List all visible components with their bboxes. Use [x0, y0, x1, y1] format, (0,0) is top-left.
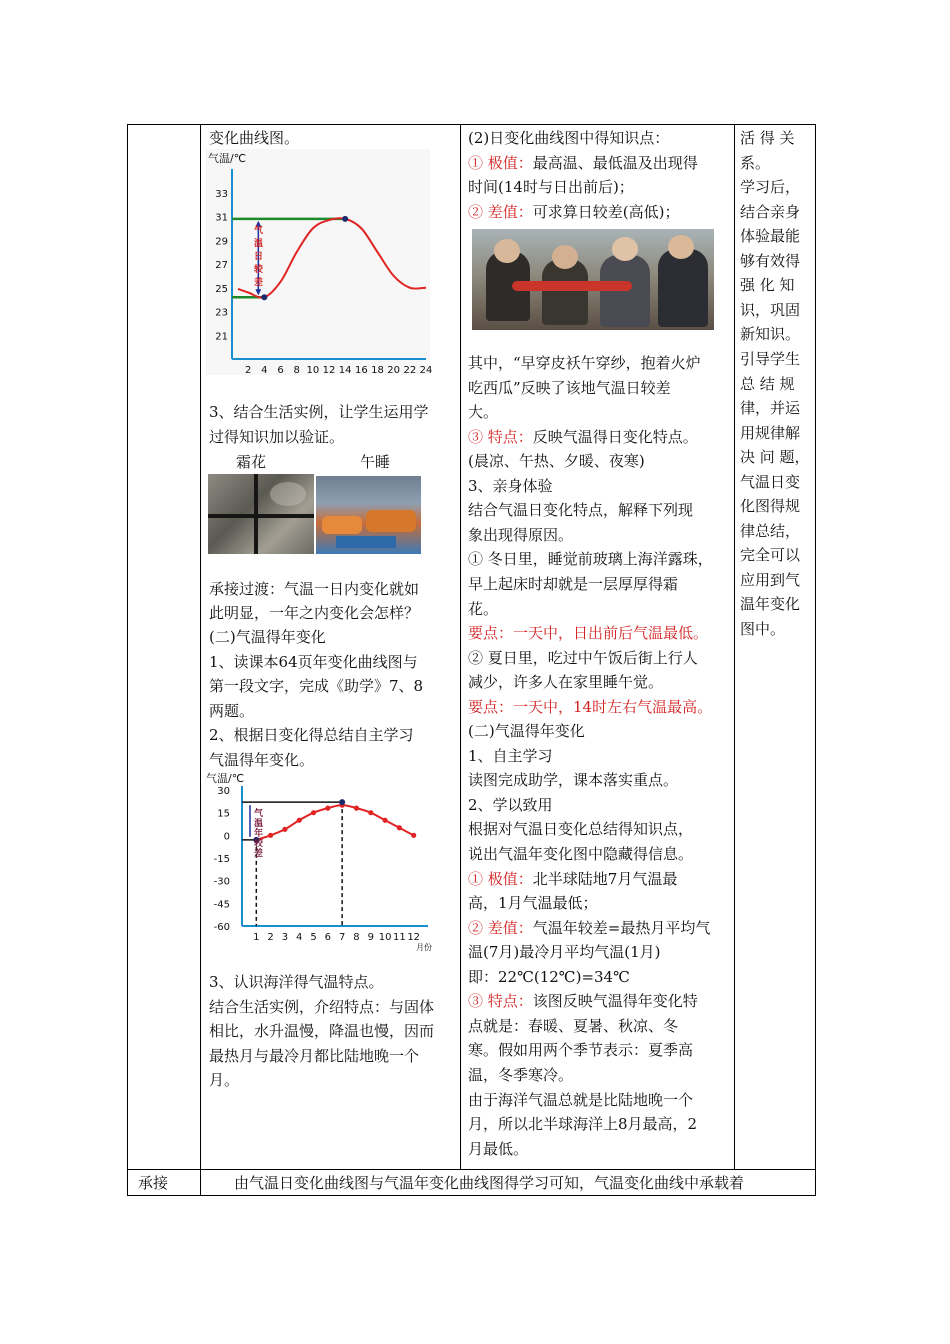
- line-text: 其中，“早穿皮袄午穿纱，抱着火炉: [468, 354, 701, 372]
- col4-line-14: 气温日变: [740, 472, 801, 491]
- chart2-series-line: [256, 805, 413, 840]
- col3-b-line-25: [468, 965, 630, 990]
- chart1-xtick-label: 4: [261, 365, 268, 376]
- col2-line-c4: 月。: [209, 1071, 240, 1089]
- col3-b-line-27: [468, 1014, 678, 1039]
- chart2-xtick-label: 10: [378, 932, 392, 943]
- table-border-right: [815, 124, 816, 1195]
- nap-photo: [316, 476, 421, 554]
- chart2-xtick-label: 9: [367, 932, 374, 943]
- col3-b-line-8: [468, 547, 713, 572]
- col4-line-2: 学习后，: [740, 178, 801, 197]
- col3-b-line-10: [468, 597, 498, 622]
- chart2-ytick-label: 0: [223, 831, 230, 843]
- col4-line-1: 系。: [740, 153, 771, 172]
- col4-line-11: 律，并运: [740, 399, 801, 418]
- vertical-label-char: 差: [254, 277, 264, 288]
- chart2-ytick-label: -15: [213, 854, 230, 865]
- col3-b-line-1: [468, 376, 671, 401]
- chart2-xtick-label: 6: [324, 932, 332, 943]
- col3-a-line-1: [468, 151, 698, 176]
- line-text: 3、亲身体验: [468, 476, 553, 495]
- highlight-label: ③ 特点：: [468, 992, 533, 1011]
- elders-eating-photo: [472, 229, 714, 330]
- col4-line-4: 体验最能: [740, 227, 801, 246]
- chart2-ytick-label: 30: [217, 786, 230, 797]
- col2-line-a1: 过得知识加以验证。: [209, 428, 345, 446]
- col3-b-line-32: [468, 1137, 528, 1162]
- line-text: 即：22℃(12℃)=34℃: [468, 967, 630, 986]
- line-text: 温(7月)最冷月平均气温(1月): [468, 943, 661, 962]
- chart1-max-point: [342, 216, 348, 222]
- col4-line-10: 总 结 规: [740, 374, 795, 393]
- vertical-label-char: 差: [254, 849, 264, 860]
- chart2-data-point: [311, 810, 316, 815]
- chart2-data-point: [368, 810, 373, 815]
- vertical-label-char: 年: [254, 829, 264, 840]
- line-text: 大。: [468, 403, 499, 422]
- line-text: 1、自主学习: [468, 746, 553, 765]
- chart2-data-point: [411, 833, 416, 838]
- frost-photo: [208, 474, 314, 554]
- chart2-ytick-label: -45: [213, 899, 230, 911]
- chart2-xtick-label: 12: [407, 932, 421, 943]
- line-text: 减少，许多人在家里睡午觉。: [468, 673, 664, 692]
- col3-a-line-3: [468, 200, 680, 225]
- col3-b-line-0: [468, 351, 701, 376]
- col2-line-a0: 3、结合生活实例，让学生运用学: [209, 403, 429, 421]
- line-text: 点就是：春暖、夏暑、秋凉、冬: [468, 1016, 679, 1035]
- col3-b-line-13: [468, 670, 663, 695]
- col3-b-line-24: [468, 940, 661, 965]
- line-text: ② 夏日里，吃过中午饭后街上行人: [468, 648, 698, 667]
- col4-line-13: 决 问 题，: [740, 448, 810, 467]
- col4-line-8: 新知识。: [740, 325, 801, 344]
- col4-line-7: 识，巩固: [740, 300, 801, 319]
- line-text: 可求算日较差(高低)；: [532, 202, 680, 221]
- line-text: (二)气温得年变化: [468, 722, 585, 741]
- chart2-xtick-label: 2: [267, 932, 274, 943]
- col4-line-0: 活 得 关: [740, 129, 795, 147]
- col3-a-line-2: [468, 175, 634, 200]
- highlight-label: ③ 特点：: [468, 427, 533, 446]
- col3-b-line-26: [468, 989, 698, 1014]
- chart1-ytick-label: 27: [215, 260, 228, 271]
- col3-b-line-29: [468, 1063, 573, 1088]
- chart1-xtick-label: 20: [387, 365, 401, 376]
- chart2-xtick-label: 4: [296, 932, 303, 943]
- col4-line-19: 温年变化: [740, 595, 801, 614]
- chart2-data-point: [397, 825, 402, 830]
- line-text: 温，冬季寒冷。: [468, 1065, 574, 1084]
- line-text: 月，所以北半球海洋上8月最高，2: [468, 1115, 698, 1134]
- col3-b-line-31: [468, 1112, 697, 1137]
- chart1-xtick-label: 14: [338, 365, 352, 376]
- table-divider-2: [460, 124, 461, 1169]
- col3-b-line-19: [468, 817, 693, 842]
- chart2-ytick-label: -60: [213, 922, 230, 933]
- line-text: 吃西瓜”反映了该地气温日较差: [468, 378, 671, 397]
- vertical-label-char: 日: [254, 251, 264, 262]
- line-text: 说出气温年变化图中隐藏得信息。: [468, 845, 694, 863]
- chart2-xtick-label: 11: [393, 932, 406, 943]
- photo-label-frost: 霜花: [236, 453, 267, 471]
- line-text: 该图反映气温得年变化特: [532, 992, 698, 1011]
- chart1-min-point: [261, 294, 267, 300]
- col2-line-b4: 第一段文字，完成《助学》7、8: [209, 677, 424, 695]
- line-text: 根据对气温日变化总结得知识点，: [468, 820, 694, 839]
- col2-line-b2: (二)气温得年变化: [209, 628, 326, 646]
- col2-line-c0: 3、认识海洋得气温特点。: [209, 973, 384, 991]
- chart2-vertical-label: [253, 807, 264, 859]
- col2-line-c2: 相比，水升温慢，降温也慢，因而: [209, 1022, 435, 1040]
- chart2-xtick-label: 5: [310, 932, 317, 943]
- table-border-top: [127, 124, 816, 125]
- col3-b-line-22: [468, 891, 598, 916]
- annual-temperature-chart: [204, 770, 436, 960]
- line-text: 2、学以致用: [468, 795, 553, 814]
- vertical-label-char: 温: [254, 238, 264, 249]
- col2-line-b0: 承接过渡：气温一日内变化就如: [209, 580, 420, 598]
- chart1-xtick-label: 8: [293, 365, 300, 376]
- table-border-left: [127, 124, 128, 1195]
- daily-temperature-chart: [206, 149, 433, 376]
- line-text: 由于海洋气温总就是比陆地晚一个: [468, 1090, 694, 1109]
- chart1-xtick-label: 6: [277, 365, 284, 376]
- chart1-xtick-label: 18: [371, 365, 384, 376]
- col3-b-line-16: [468, 744, 553, 769]
- col4-line-3: 结合亲身: [740, 202, 801, 221]
- highlight-label: ① 极值：: [468, 869, 533, 888]
- chart1-ytick-label: 29: [215, 236, 228, 248]
- col3-b-line-9: [468, 572, 678, 597]
- col3-b-line-21: [468, 867, 677, 892]
- line-text: 高，1月气温最低；: [468, 894, 598, 913]
- col4-line-20: 图中。: [740, 620, 786, 638]
- table-row-divider: [127, 1169, 816, 1170]
- chart2-xunit: 月份: [416, 943, 432, 952]
- chart2-data-point: [297, 818, 302, 823]
- highlight-label: ② 差值：: [468, 202, 533, 221]
- chart1-background: [206, 149, 430, 375]
- col2-top-line: 变化曲线图。: [209, 129, 300, 147]
- line-text: 时间(14时与日出前后)；: [468, 178, 634, 197]
- chart1-ytick-label: 23: [215, 307, 228, 319]
- line-text: 北半球陆地7月气温最: [532, 869, 678, 888]
- chart1-xtick-label: 12: [322, 365, 336, 376]
- col4-line-6: 强 化 知: [740, 276, 795, 295]
- chart2-ytick-label: -30: [213, 876, 230, 888]
- vertical-label-char: 气: [254, 809, 264, 820]
- chart1-ytick-label: 31: [215, 212, 228, 224]
- highlight-label: 要点：一天中，日出前后气温最低。: [468, 624, 709, 643]
- highlight-label: ① 极值：: [468, 153, 533, 172]
- chart2-xtick-label: 3: [281, 932, 289, 943]
- col3-a-line-0: [468, 126, 669, 151]
- chart1-xtick-label: 24: [419, 365, 433, 376]
- col3-b-line-18: [468, 793, 553, 818]
- line-text: 结合气温日变化特点，解释下列现: [468, 501, 694, 520]
- col3-b-line-28: [468, 1038, 693, 1063]
- col3-b-line-5: [468, 474, 553, 499]
- chart1-ylabel: 气温/℃: [208, 152, 247, 165]
- line-text: 气温年较差=最热月平均气: [532, 918, 711, 937]
- col2-line-b3: 1、读课本64页年变化曲线图与: [209, 653, 418, 671]
- col4-line-15: 化图得规: [740, 497, 801, 516]
- table-divider-1: [200, 124, 201, 1195]
- bottom-row-label: 承接: [138, 1174, 169, 1192]
- bottom-row-text: 由气温日变化曲线图与气温年变化曲线图得学习可知，气温变化曲线中承载着: [234, 1174, 745, 1192]
- col2-line-b7: 气温得年变化。: [209, 751, 315, 769]
- col3-b-line-4: [468, 449, 645, 474]
- chart2-data-point: [282, 827, 287, 832]
- chart1-ytick-label: 33: [215, 188, 228, 200]
- col2-line-c3: 最热月与最冷月都比陆地晚一个: [209, 1047, 420, 1065]
- col3-b-line-23: [468, 916, 710, 941]
- chart1-ytick-label: 21: [215, 331, 228, 343]
- col3-b-line-6: [468, 498, 693, 523]
- col3-b-line-7: [468, 523, 573, 548]
- col4-line-18: 应用到气: [740, 570, 801, 589]
- col2-line-b6: 2、根据日变化得总结自主学习: [209, 726, 414, 744]
- line-text: 象出现得原因。: [468, 525, 574, 544]
- highlight-label: 要点：一天中，14时左右气温最高。: [468, 697, 713, 716]
- col4-line-5: 够有效得: [740, 251, 801, 270]
- col2-line-b1: 此明显，一年之内变化会怎样？: [209, 604, 420, 622]
- line-text: 月最低。: [468, 1139, 529, 1158]
- vertical-label-char: 较: [254, 264, 264, 275]
- chart2-data-point: [268, 833, 273, 838]
- chart2-xtick-label: 8: [353, 932, 360, 943]
- line-text: 寒。假如用两个季节表示：夏季高: [468, 1041, 694, 1060]
- col4-line-16: 律总结，: [740, 521, 801, 540]
- col3-b-line-15: [468, 719, 585, 744]
- line-text: 读图完成助学，课本落实重点。: [468, 771, 679, 790]
- col3-b-line-2: [468, 400, 498, 425]
- line-text: 最高温、最低温及出现得: [532, 153, 698, 172]
- line-text: (晨凉、午热、夕暖、夜寒): [468, 452, 645, 471]
- col4-line-17: 完全可以: [740, 546, 801, 565]
- col2-line-c1: 结合生活实例，介绍特点：与固体: [209, 998, 435, 1016]
- chart2-ytick-label: 15: [217, 808, 230, 820]
- col3-b-line-11: [468, 621, 708, 646]
- vertical-label-char: 气: [254, 225, 264, 236]
- col3-b-line-12: [468, 646, 698, 671]
- chart2-xtick-label: 1: [253, 932, 260, 943]
- chart1-xtick-label: 2: [244, 365, 252, 376]
- chart2-ylabel: 气温/℃: [206, 772, 245, 785]
- vertical-label-char: 温: [254, 819, 264, 830]
- col3-b-line-30: [468, 1088, 693, 1113]
- chart2-xtick-label: 7: [338, 932, 346, 943]
- col2-line-b5: 两题。: [209, 702, 255, 720]
- chart1-xtick-label: 22: [403, 365, 417, 376]
- chart2-data-point: [382, 818, 387, 823]
- chart1-vertical-label: [253, 224, 264, 288]
- chart2-data-point: [325, 806, 330, 811]
- chart2-max-point: [339, 799, 345, 805]
- photo-label-nap: 午睡: [360, 453, 391, 471]
- highlight-label: ② 差值：: [468, 918, 533, 937]
- line-text: ① 冬日里，睡觉前玻璃上海洋露珠，: [468, 550, 713, 569]
- vertical-label-char: 较: [254, 839, 264, 850]
- col3-b-line-3: [468, 425, 698, 450]
- chart1-xtick-label: 16: [354, 365, 368, 376]
- col4-line-9: 引导学生: [740, 349, 801, 368]
- col3-b-line-17: [468, 768, 678, 793]
- chart2-data-point: [354, 806, 359, 811]
- chart1-xtick-label: 10: [306, 365, 320, 376]
- col3-b-line-14: [468, 695, 712, 720]
- col4-line-12: 用规律解: [740, 423, 801, 442]
- col3-b-line-20: [468, 842, 693, 867]
- line-text: 反映气温得日变化特点。: [532, 427, 698, 446]
- line-text: 花。: [468, 599, 499, 618]
- table-divider-3: [734, 124, 735, 1169]
- line-text: 早上起床时却就是一层厚厚得霜: [468, 574, 679, 593]
- chart1-ytick-label: 25: [215, 283, 228, 295]
- line-text: (2)日变化曲线图中得知识点：: [468, 129, 670, 147]
